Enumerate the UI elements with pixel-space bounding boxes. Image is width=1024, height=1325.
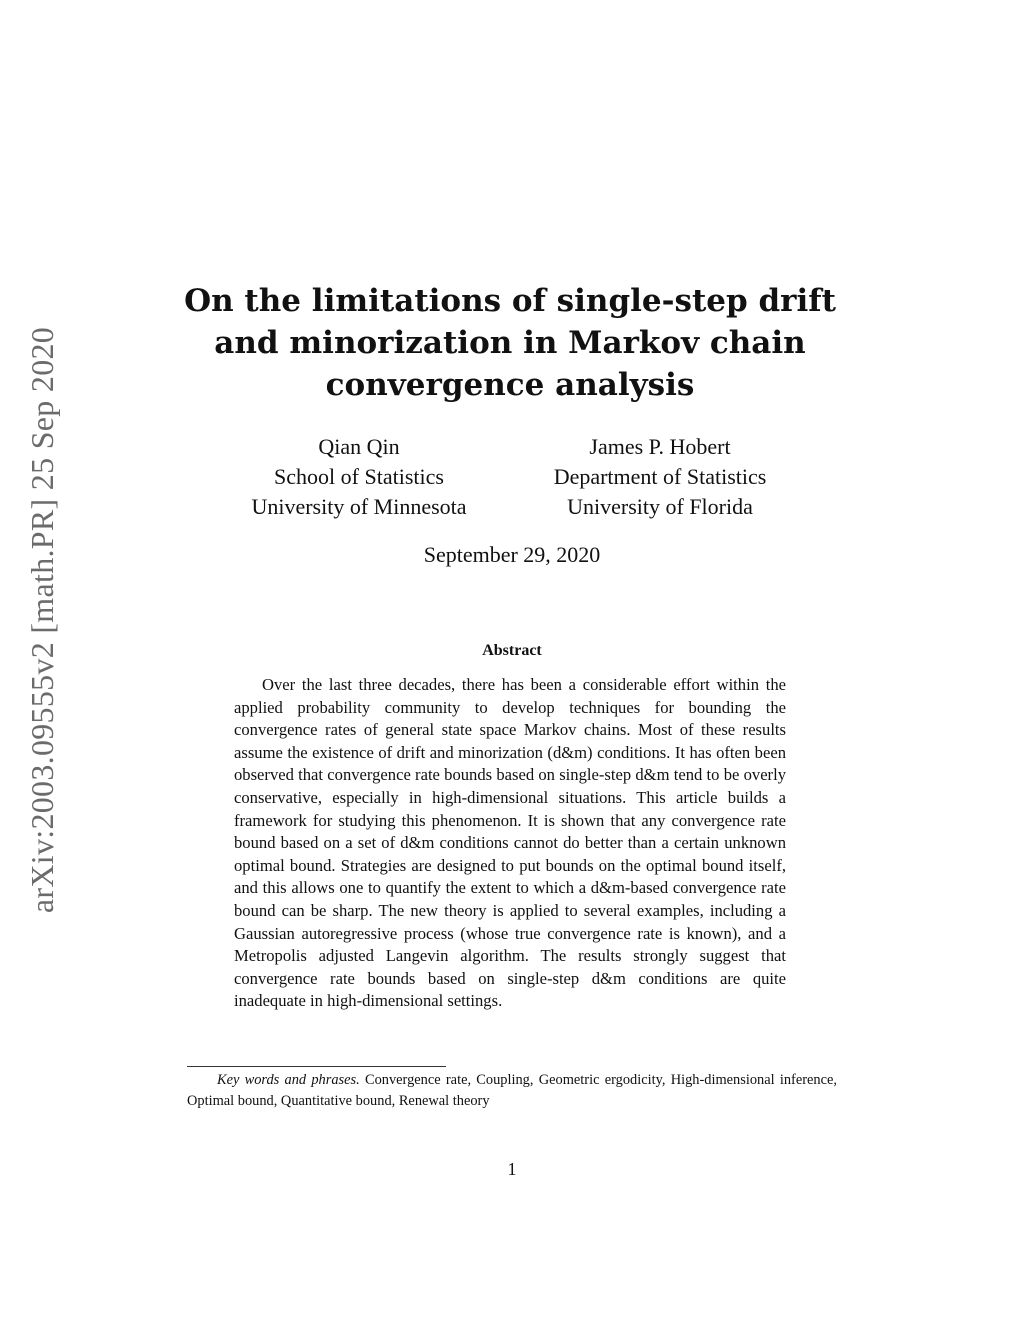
author-qian-qin: [219, 432, 499, 522]
arxiv-identifier-stamp: arXiv:2003.09555v2 [math.PR] 25 Sep 2020: [24, 326, 60, 914]
page-number: 1: [507, 1159, 517, 1179]
title-line: convergence analysis: [325, 367, 695, 403]
title-line: and minorization in Markov chain: [214, 325, 806, 361]
publication-date: September 29, 2020: [423, 542, 601, 567]
author-institution: University of Florida: [567, 494, 753, 519]
keywords-label: Key words and phrases.: [217, 1072, 360, 1088]
keywords-footnote: [187, 1070, 837, 1112]
keywords-text: Convergence rate, Coupling, Geometric ergodicity, High-dimensional inference, Optimal bound, Quantitative bound, Renewal theory: [187, 1072, 837, 1109]
author-james-hobert: [520, 432, 800, 522]
author-name: James P. Hobert: [589, 434, 731, 459]
paper-title: [160, 280, 860, 406]
title-line: On the limitations of single-step drift: [184, 283, 836, 319]
author-department: Department of Statistics: [553, 464, 767, 489]
abstract-heading: Abstract: [482, 642, 542, 659]
abstract-text: Over the last three decades, there has been a considerable effort within the applied probability community to develop techniques for bounding the convergence rates of general state space Markov chains. Most of these results assume the existence of drift and minorization (d&m) conditions. It has often been observed that convergence rate bounds based on single-step d&m tend to be overly conservative, especially in high-dimensional situations. This article builds a framework for studying this phenomenon. It is shown that any convergence rate bound based on a set of d&m conditions cannot do better than a certain unknown optimal bound. Strategies are designed to put bounds on the optimal bound itself, and this allows one to quantify the extent to which a d&m-based convergence rate bound can be sharp. The new theory is applied to several examples, including a Gaussian autoregressive process (whose true convergence rate is known), and a Metropolis adjusted Langevin algorithm. The results strongly suggest that convergence rate bounds based on single-step d&m conditions are quite inadequate in high-dimensional settings.: [234, 675, 786, 1011]
author-department: School of Statistics: [274, 464, 444, 489]
footnote-divider: [187, 1066, 446, 1067]
author-institution: University of Minnesota: [251, 494, 467, 519]
author-name: Qian Qin: [318, 434, 400, 459]
